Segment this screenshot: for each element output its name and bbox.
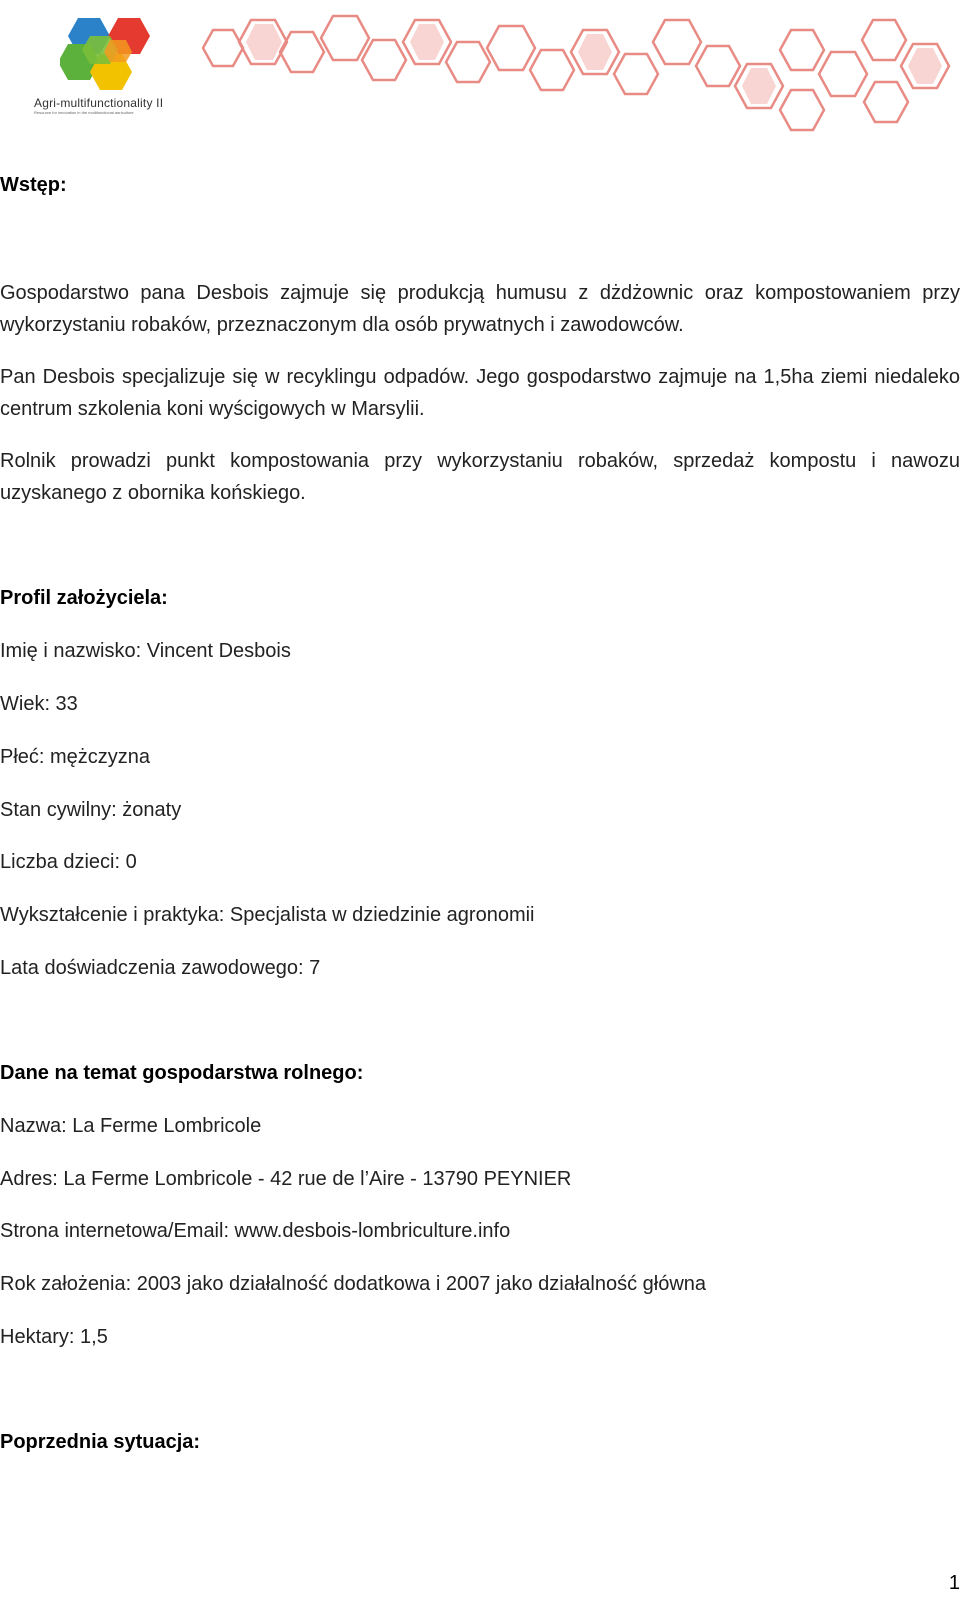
intro-paragraph-2: Pan Desbois specjalizuje się w recyklingu odpadów. Jego gospodarstwo zajmuje na 1,5ha ziemi niedaleko centrum szkolenia koni wyścigowych w Marsylii.	[0, 366, 960, 420]
farm-hectares: Hektary: 1,5	[0, 1326, 108, 1348]
founder-marital-status: Stan cywilny: żonaty	[0, 799, 182, 821]
section-heading-farm: Dane na temat gospodarstwa rolnego:	[0, 1062, 364, 1084]
founder-children: Liczba dzieci: 0	[0, 851, 137, 873]
section-heading-founder: Profil założyciela:	[0, 587, 168, 609]
founder-gender: Płeć: mężczyzna	[0, 746, 151, 768]
farm-address: Adres: La Ferme Lombricole - 42 rue de l’Aire - 13790 PEYNIER	[0, 1168, 572, 1190]
farm-founding-year: Rok założenia: 2003 jako działalność dodatkowa i 2007 jako działalność główna	[0, 1273, 707, 1295]
founder-experience: Lata doświadczenia zawodowego: 7	[0, 957, 321, 979]
founder-education: Wykształcenie i praktyka: Specjalista w dziedzinie agronomii	[0, 904, 535, 926]
founder-name: Imię i nazwisko: Vincent Desbois	[0, 640, 291, 662]
intro-paragraph-1: Gospodarstwo pana Desbois zajmuje się produkcją humusu z dżdżownic oraz kompostowaniem przy wykorzystaniu robaków, przeznaczonym dla osób prywatnych i zawodowców.	[0, 282, 960, 336]
page-number: 1	[948, 1572, 960, 1594]
farm-website: Strona internetowa/Email: www.desbois-lombriculture.info	[0, 1220, 511, 1242]
founder-age: Wiek: 33	[0, 693, 78, 715]
farm-name: Nazwa: La Ferme Lombricole	[0, 1115, 262, 1137]
project-logo-icon	[60, 14, 170, 96]
section-heading-previous: Poprzednia sytuacja:	[0, 1431, 201, 1453]
logo-text: Agri-multifunctionality II	[34, 96, 164, 110]
hexagon-pattern-icon	[195, 0, 955, 140]
page-header	[0, 0, 960, 140]
section-heading-intro: Wstęp:	[0, 174, 67, 196]
logo-subtext: Resource for innovation in the multifunctional agriculture	[34, 110, 134, 114]
intro-paragraph-3: Rolnik prowadzi punkt kompostowania przy wykorzystaniu robaków, sprzedaż kompostu i nawozu uzyskanego z obornika końskiego.	[0, 450, 960, 504]
